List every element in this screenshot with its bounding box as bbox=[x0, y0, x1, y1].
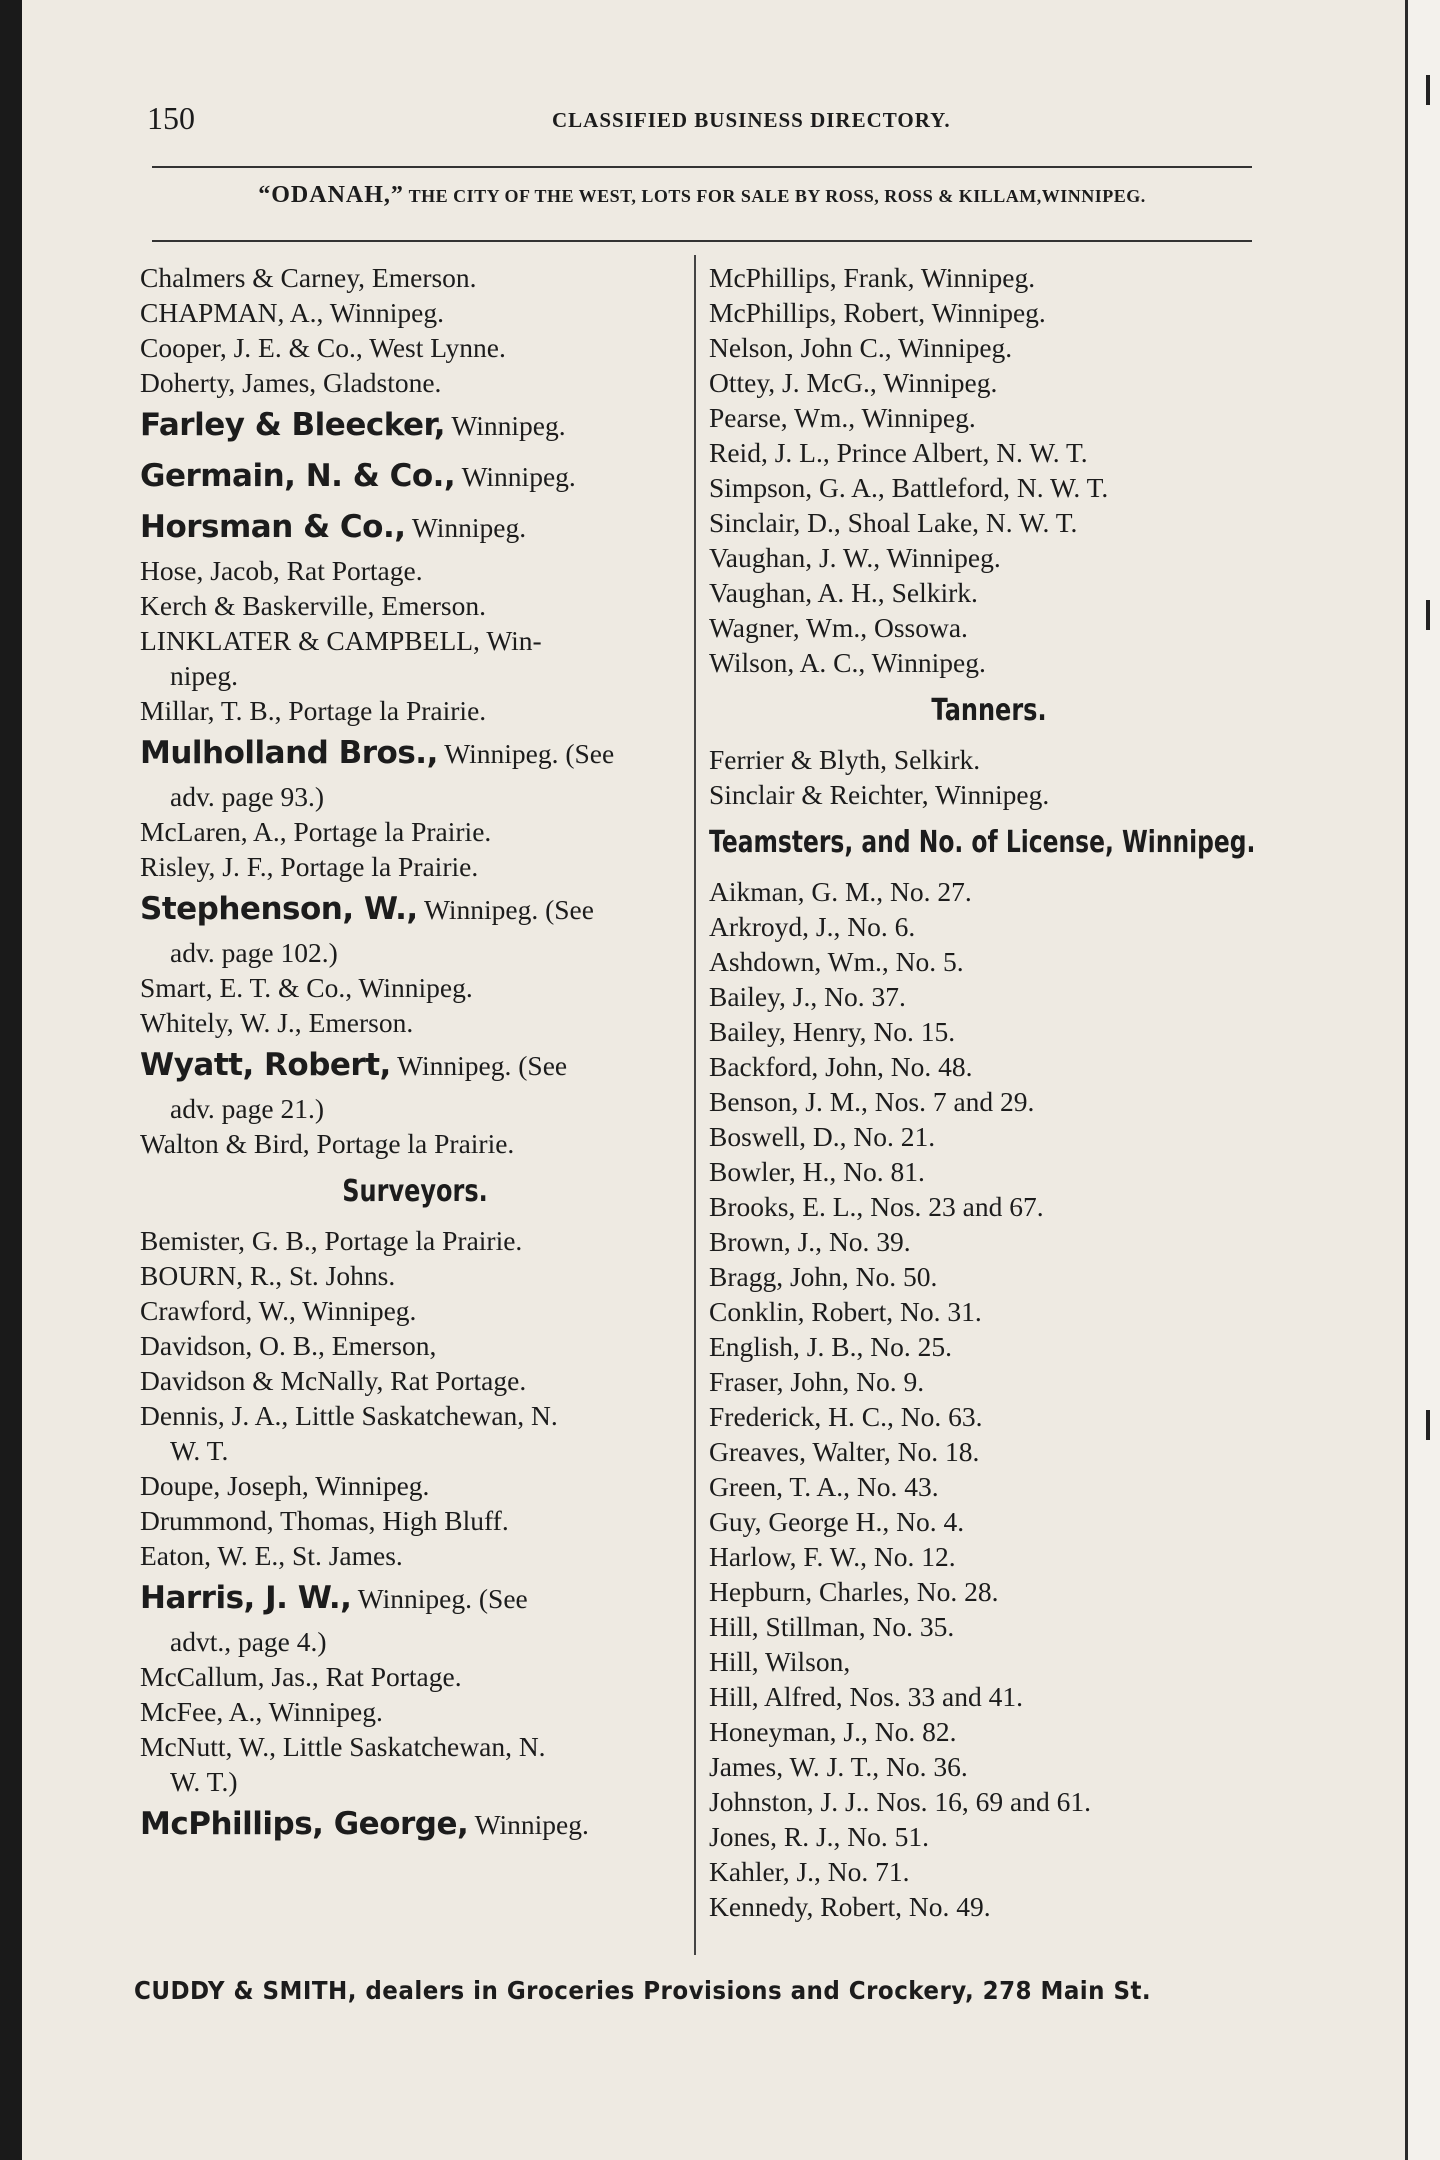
listing-detail: No. 36. bbox=[879, 1751, 968, 1782]
listing-detail: No. 27. bbox=[883, 876, 972, 907]
directory-listing bbox=[140, 1258, 690, 1293]
listing-detail: Portage la Prairie. bbox=[281, 695, 487, 726]
listing-detail: No. 43. bbox=[850, 1471, 939, 1502]
directory-listing bbox=[140, 1005, 690, 1040]
listing-detail: No. 39. bbox=[822, 1226, 911, 1257]
directory-listing bbox=[709, 1049, 1269, 1084]
directory-listing bbox=[709, 540, 1269, 575]
directory-listing bbox=[140, 1328, 690, 1363]
directory-listing bbox=[709, 610, 1269, 645]
listing-name: Harris, J. W., bbox=[140, 1580, 352, 1616]
listing-name: Vaughan, A. H., bbox=[709, 577, 885, 608]
listing-detail: Portage la Prairie. bbox=[286, 816, 492, 847]
directory-listing bbox=[140, 884, 690, 935]
listing-name: Nelson, John C., bbox=[709, 332, 892, 363]
listing-name: English, J. B., bbox=[709, 1331, 864, 1362]
listing-name: Greaves, Walter, bbox=[709, 1436, 891, 1467]
directory-listing bbox=[709, 505, 1269, 540]
listing-continuation bbox=[140, 935, 690, 970]
directory-listing bbox=[709, 1784, 1269, 1819]
directory-listing bbox=[709, 1399, 1269, 1434]
listing-name: Hill, Alfred, bbox=[709, 1681, 843, 1712]
listing-detail: Nos. 7 and 29. bbox=[867, 1086, 1035, 1117]
listing-detail: No. 71. bbox=[820, 1856, 910, 1887]
listing-detail: Nos. 16, 69 and 61. bbox=[869, 1786, 1091, 1817]
listing-detail: High Bluff. bbox=[375, 1505, 509, 1536]
listing-continuation bbox=[140, 658, 690, 693]
listing-detail: No. 51. bbox=[840, 1821, 930, 1852]
listing-name: adv. page 93.) bbox=[170, 781, 324, 812]
directory-listing bbox=[140, 1573, 690, 1624]
listing-name: Bowler, H., bbox=[709, 1156, 837, 1187]
listing-detail: No. 81. bbox=[836, 1156, 925, 1187]
directory-listing bbox=[709, 260, 1269, 295]
listing-detail: Little Saskatchewan, N. bbox=[275, 1731, 546, 1762]
directory-listing bbox=[140, 295, 690, 330]
listing-name: advt., page 4.) bbox=[170, 1626, 327, 1657]
listing-name: Whitely, W. J., bbox=[140, 1007, 302, 1038]
listing-name: Risley, J. F., bbox=[140, 851, 274, 882]
listing-name: Farley & Bleecker, bbox=[140, 407, 446, 443]
directory-listing bbox=[709, 944, 1269, 979]
advertisement-banner bbox=[162, 182, 1242, 209]
listing-name: Bailey, Henry, bbox=[709, 1016, 867, 1047]
listing-detail: Winnipeg. bbox=[880, 542, 1001, 573]
listing-detail: Winnipeg. bbox=[865, 647, 986, 678]
listing-name: Kahler, J., bbox=[709, 1856, 821, 1887]
listing-detail: Battleford, N. W. T. bbox=[884, 472, 1109, 503]
directory-listing bbox=[709, 742, 1269, 777]
listing-name: Davidson, O. B., bbox=[140, 1330, 325, 1361]
directory-listing bbox=[140, 623, 690, 658]
directory-listing bbox=[709, 1469, 1269, 1504]
directory-listing bbox=[709, 1084, 1269, 1119]
directory-listing bbox=[140, 849, 690, 884]
directory-listing bbox=[709, 400, 1269, 435]
directory-listing bbox=[140, 588, 690, 623]
directory-listing bbox=[140, 693, 690, 728]
listing-name: Hill, Wilson, bbox=[709, 1646, 851, 1677]
directory-listing bbox=[140, 1799, 690, 1850]
listing-name: Arkroyd, J., bbox=[709, 911, 841, 942]
listing-name: Frederick, H. C., bbox=[709, 1401, 894, 1432]
directory-listing bbox=[709, 1224, 1269, 1259]
listing-detail: Winnipeg. bbox=[891, 332, 1013, 363]
listing-name: Ashdown, Wm., bbox=[709, 946, 889, 977]
directory-listing bbox=[709, 295, 1269, 330]
directory-listing bbox=[709, 1539, 1269, 1574]
listing-detail: Winnipeg. (See bbox=[351, 1583, 528, 1614]
listing-detail: Winnipeg. bbox=[455, 461, 576, 492]
left-column bbox=[140, 260, 690, 1850]
listing-name: Kerch & Baskerville, bbox=[140, 590, 375, 621]
listing-name: Pearse, Wm., bbox=[709, 402, 856, 433]
binding-tick bbox=[1426, 600, 1430, 630]
listing-name: Walton & Bird, bbox=[140, 1128, 310, 1159]
listing-name: Mulholland Bros., bbox=[140, 735, 438, 771]
listing-detail: Winnipeg. bbox=[323, 297, 444, 328]
listing-name: nipeg. bbox=[170, 660, 238, 691]
listing-detail: Winnipeg. bbox=[405, 512, 527, 543]
binding-tick bbox=[1426, 75, 1430, 105]
page-header bbox=[122, 100, 1252, 140]
directory-listing bbox=[140, 1126, 690, 1161]
listing-name: Fraser, John, bbox=[709, 1366, 850, 1397]
listing-detail: Win- bbox=[479, 625, 542, 656]
listing-name: CHAPMAN, A., bbox=[140, 297, 324, 328]
listing-detail: St. James. bbox=[285, 1540, 403, 1571]
listing-detail: Winnipeg. (See bbox=[390, 1050, 568, 1081]
listing-detail: No. 63. bbox=[893, 1401, 983, 1432]
listing-detail: No. 5. bbox=[888, 946, 964, 977]
listing-detail: Winnipeg. bbox=[855, 402, 976, 433]
listing-name: W. T.) bbox=[170, 1766, 238, 1797]
listing-name: Ottey, J. McG., bbox=[709, 367, 877, 398]
directory-listing bbox=[140, 728, 690, 779]
listing-detail: Portage la Prairie. bbox=[309, 1128, 515, 1159]
listing-detail: Emerson. bbox=[365, 262, 477, 293]
directory-listing bbox=[140, 1363, 690, 1398]
listing-name: Stephenson, W., bbox=[140, 891, 418, 927]
listing-name: Smart, E. T. & Co., bbox=[140, 972, 353, 1003]
listing-detail: Winnipeg. (See bbox=[437, 738, 615, 769]
directory-listing bbox=[140, 1503, 690, 1538]
directory-listing bbox=[709, 365, 1269, 400]
directory-listing bbox=[709, 1294, 1269, 1329]
listing-detail: No. 37. bbox=[817, 981, 906, 1012]
listing-continuation bbox=[140, 1091, 690, 1126]
directory-listing bbox=[709, 1609, 1269, 1644]
listing-name: Chalmers & Carney, bbox=[140, 262, 366, 293]
directory-listing bbox=[709, 1504, 1269, 1539]
column-divider bbox=[694, 255, 696, 1955]
listing-name: Brown, J., bbox=[709, 1226, 823, 1257]
listing-detail: Winnipeg. (See bbox=[417, 894, 594, 925]
listing-detail: Selkirk. bbox=[886, 744, 981, 775]
listing-detail: Rat Portage. bbox=[383, 1365, 527, 1396]
listing-name: Jones, R. J., bbox=[709, 1821, 841, 1852]
listing-name: Johnston, J. J.. bbox=[709, 1786, 870, 1817]
listing-detail: No. 50. bbox=[848, 1261, 938, 1292]
listing-name: Boswell, D., bbox=[709, 1121, 847, 1152]
listing-detail: No. 28. bbox=[909, 1576, 999, 1607]
directory-listing bbox=[709, 435, 1269, 470]
listing-name: adv. page 102.) bbox=[170, 937, 338, 968]
listing-name: Davidson & McNally, bbox=[140, 1365, 384, 1396]
listing-name: Reid, J. L., bbox=[709, 437, 830, 468]
directory-listing bbox=[140, 1223, 690, 1258]
listing-detail: Emerson. bbox=[301, 1007, 414, 1038]
directory-listing bbox=[140, 1538, 690, 1573]
listing-detail: Shoal Lake, N. W. T. bbox=[840, 507, 1078, 538]
listing-detail: No. 48. bbox=[883, 1051, 973, 1082]
directory-listing bbox=[709, 1574, 1269, 1609]
listing-name: Simpson, G. A., bbox=[709, 472, 885, 503]
listing-detail: No. 21. bbox=[846, 1121, 936, 1152]
directory-listing bbox=[140, 1694, 690, 1729]
directory-listing bbox=[709, 470, 1269, 505]
listing-name: McFee, A., bbox=[140, 1696, 263, 1727]
directory-listing bbox=[140, 365, 690, 400]
listing-detail: Winnipeg. bbox=[308, 1470, 430, 1501]
directory-listing bbox=[140, 400, 690, 451]
listing-name: McPhillips, George, bbox=[140, 1806, 469, 1842]
listing-name: Ferrier & Blyth, bbox=[709, 744, 887, 775]
listing-name: Horsman & Co., bbox=[140, 509, 406, 545]
directory-listing bbox=[140, 1398, 690, 1433]
directory-listing bbox=[140, 970, 690, 1005]
listing-detail: West Lynne. bbox=[362, 332, 506, 363]
listing-detail: No. 15. bbox=[866, 1016, 956, 1047]
directory-listing bbox=[709, 979, 1269, 1014]
listing-detail: Emerson, bbox=[324, 1330, 437, 1361]
listing-detail: Winnipeg. bbox=[262, 1696, 383, 1727]
directory-listing bbox=[140, 553, 690, 588]
directory-listing bbox=[140, 1468, 690, 1503]
directory-listing bbox=[709, 1644, 1269, 1679]
listing-name: Millar, T. B., bbox=[140, 695, 282, 726]
listing-name: LINKLATER & CAMPBELL, bbox=[140, 625, 480, 656]
listing-name: Bailey, J., bbox=[709, 981, 818, 1012]
directory-listing bbox=[709, 777, 1269, 812]
listing-detail: Portage la Prairie. bbox=[273, 851, 479, 882]
listing-detail: No. 4. bbox=[889, 1506, 965, 1537]
listing-detail: Nos. 23 and 67. bbox=[863, 1191, 1044, 1222]
listing-detail: No. 49. bbox=[901, 1891, 991, 1922]
listing-name: Harlow, F. W., bbox=[709, 1541, 867, 1572]
listing-name: Kennedy, Robert, bbox=[709, 1891, 902, 1922]
listing-continuation bbox=[140, 1624, 690, 1659]
listing-detail: Nos. 33 and 41. bbox=[842, 1681, 1023, 1712]
listing-detail: Winnipeg. bbox=[925, 297, 1046, 328]
listing-name: Bemister, G. B., bbox=[140, 1225, 318, 1256]
directory-listing bbox=[140, 330, 690, 365]
listing-detail: Winnipeg. bbox=[914, 262, 1036, 293]
listing-name: Guy, George H., bbox=[709, 1506, 890, 1537]
directory-listing bbox=[709, 1154, 1269, 1189]
listing-name: McNutt, W., bbox=[140, 1731, 276, 1762]
listing-detail: Winnipeg. bbox=[352, 972, 473, 1003]
listing-name: Brooks, E. L., bbox=[709, 1191, 864, 1222]
listing-detail: No. 9. bbox=[849, 1366, 925, 1397]
listing-detail: No. 25. bbox=[863, 1331, 952, 1362]
directory-listing bbox=[709, 1364, 1269, 1399]
directory-listing bbox=[140, 1659, 690, 1694]
banner-lead: “ODANAH,” bbox=[258, 182, 404, 208]
directory-listing bbox=[709, 330, 1269, 365]
listing-name: Honeyman, J., bbox=[709, 1716, 868, 1747]
listing-name: Hose, Jacob, bbox=[140, 555, 280, 586]
listing-detail: Winnipeg. bbox=[295, 1295, 417, 1326]
directory-page bbox=[22, 0, 1407, 2160]
listing-name: Aikman, G. M., bbox=[709, 876, 884, 907]
directory-listing bbox=[709, 1749, 1269, 1784]
listing-detail: No. 6. bbox=[840, 911, 916, 942]
listing-name: Green, T. A., bbox=[709, 1471, 851, 1502]
listing-name: Conklin, Robert, bbox=[709, 1296, 894, 1327]
header-rule-top bbox=[152, 166, 1252, 168]
listing-name: Doupe, Joseph, bbox=[140, 1470, 309, 1501]
directory-listing bbox=[709, 909, 1269, 944]
directory-listing bbox=[140, 502, 690, 553]
listing-continuation bbox=[140, 1433, 690, 1468]
listing-detail: No. 12. bbox=[866, 1541, 956, 1572]
directory-listing bbox=[709, 1434, 1269, 1469]
page-number: 150 bbox=[147, 100, 195, 136]
section-heading: Tanners. bbox=[931, 693, 1047, 728]
directory-listing bbox=[140, 260, 690, 295]
listing-name: McPhillips, Frank, bbox=[709, 262, 915, 293]
listing-name: McLaren, A., bbox=[140, 816, 287, 847]
listing-detail: Portage la Prairie. bbox=[317, 1225, 523, 1256]
listing-detail: St. Johns. bbox=[282, 1260, 396, 1291]
listing-name: W. T. bbox=[170, 1435, 229, 1466]
listing-detail: Ossowa. bbox=[867, 612, 968, 643]
header-rule-bottom bbox=[152, 240, 1252, 242]
listing-name: McPhillips, Robert, bbox=[709, 297, 926, 328]
footer-advertisement: CUDDY & SMITH, dealers in Groceries Provisions and Crockery, 278 Main St. bbox=[134, 1976, 1152, 2005]
listing-detail: Winnipeg. bbox=[876, 367, 998, 398]
directory-listing bbox=[709, 1679, 1269, 1714]
listing-detail: Rat Portage. bbox=[318, 1661, 462, 1692]
directory-listing bbox=[709, 1819, 1269, 1854]
directory-listing bbox=[709, 645, 1269, 680]
listing-name: Sinclair & Reichter, bbox=[709, 779, 929, 810]
directory-listing bbox=[709, 1889, 1269, 1924]
section-heading: Surveyors. bbox=[342, 1174, 488, 1209]
directory-listing bbox=[709, 575, 1269, 610]
directory-listing bbox=[709, 1119, 1269, 1154]
listing-name: Hill, Stillman, bbox=[709, 1611, 866, 1642]
listing-name: Sinclair, D., bbox=[709, 507, 841, 538]
listing-detail: Little Saskatchewan, N. bbox=[288, 1400, 558, 1431]
listing-name: Crawford, W., bbox=[140, 1295, 296, 1326]
directory-listing bbox=[140, 1293, 690, 1328]
listing-name: Eaton, W. E., bbox=[140, 1540, 286, 1571]
directory-listing bbox=[140, 1729, 690, 1764]
listing-continuation bbox=[140, 779, 690, 814]
listing-name: Backford, John, bbox=[709, 1051, 884, 1082]
directory-listing bbox=[709, 1329, 1269, 1364]
directory-listing bbox=[709, 1189, 1269, 1224]
directory-listing bbox=[709, 874, 1269, 909]
listing-name: Doherty, James, bbox=[140, 367, 317, 398]
listing-detail: Winnipeg. bbox=[928, 779, 1050, 810]
listing-name: Wilson, A. C., bbox=[709, 647, 866, 678]
listing-detail: Gladstone. bbox=[316, 367, 442, 398]
listing-name: Dennis, J. A., bbox=[140, 1400, 289, 1431]
listing-detail: Winnipeg. bbox=[468, 1809, 589, 1840]
listing-name: Cooper, J. E. & Co., bbox=[140, 332, 363, 363]
listing-name: Wyatt, Robert, bbox=[140, 1047, 391, 1083]
directory-listing bbox=[140, 451, 690, 502]
directory-listing bbox=[709, 1854, 1269, 1889]
listing-name: adv. page 21.) bbox=[170, 1093, 324, 1124]
listing-detail: Selkirk. bbox=[884, 577, 978, 608]
section-heading: Teamsters, and No. of License, Winnipeg. bbox=[709, 825, 1256, 860]
listing-detail: Rat Portage. bbox=[279, 555, 423, 586]
listing-name: Drummond, Thomas, bbox=[140, 1505, 376, 1536]
right-column bbox=[709, 260, 1269, 1924]
listing-continuation bbox=[140, 1764, 690, 1799]
running-title: CLASSIFIED BUSINESS DIRECTORY. bbox=[552, 108, 951, 132]
listing-name: Vaughan, J. W., bbox=[709, 542, 881, 573]
binding-tick bbox=[1426, 1410, 1430, 1440]
directory-listing bbox=[709, 1714, 1269, 1749]
directory-listing bbox=[140, 1040, 690, 1091]
listing-detail: Winnipeg. bbox=[445, 410, 566, 441]
listing-name: McCallum, Jas., bbox=[140, 1661, 319, 1692]
listing-name: Benson, J. M., bbox=[709, 1086, 868, 1117]
listing-name: Germain, N. & Co., bbox=[140, 458, 456, 494]
listing-detail: No. 31. bbox=[893, 1296, 982, 1327]
listing-detail: No. 35. bbox=[865, 1611, 955, 1642]
listing-name: Wagner, Wm., bbox=[709, 612, 868, 643]
listing-name: Hepburn, Charles, bbox=[709, 1576, 910, 1607]
directory-listing bbox=[140, 814, 690, 849]
banner-text: THE CITY OF THE WEST, LOTS FOR SALE BY ROSS, ROSS & KILLAM,WINNIPEG. bbox=[408, 186, 1146, 206]
listing-name: Bragg, John, bbox=[709, 1261, 849, 1292]
listing-name: James, W. J. T., bbox=[709, 1751, 880, 1782]
listing-detail: No. 82. bbox=[867, 1716, 957, 1747]
listing-detail: Emerson. bbox=[374, 590, 486, 621]
listing-name: BOURN, R., bbox=[140, 1260, 283, 1291]
directory-listing bbox=[709, 1014, 1269, 1049]
binding-edge bbox=[1405, 0, 1440, 2160]
listing-detail: Prince Albert, N. W. T. bbox=[829, 437, 1088, 468]
directory-listing bbox=[709, 1259, 1269, 1294]
listing-detail: No. 18. bbox=[890, 1436, 980, 1467]
